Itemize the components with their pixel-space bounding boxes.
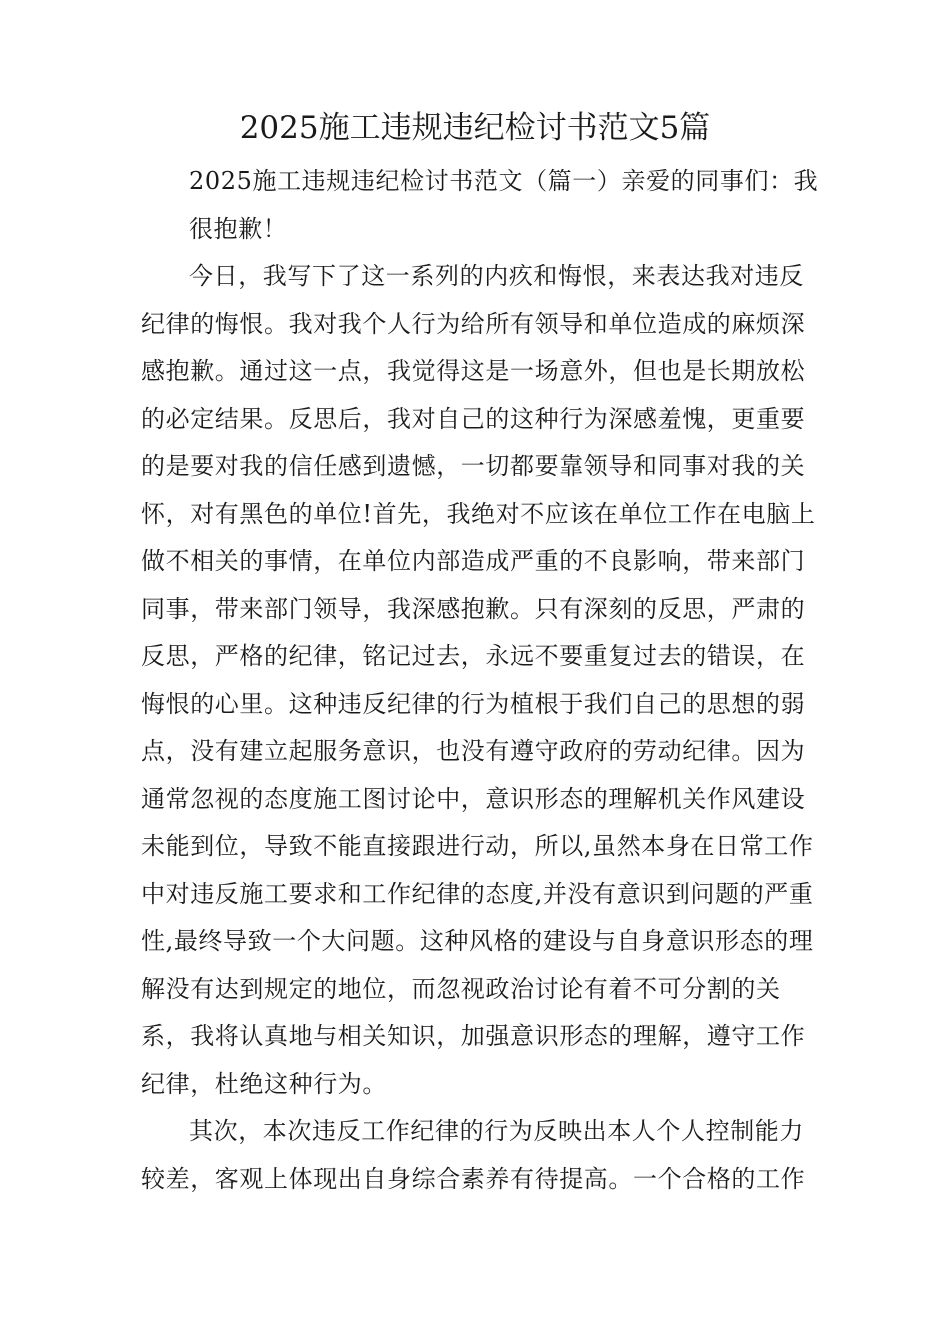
text-line: 通常忽视的态度施工图讨论中，意识形态的理解机关作风建设 bbox=[141, 784, 806, 813]
text-line: 解没有达到规定的地位，而忽视政治讨论有着不可分割的关 bbox=[141, 974, 781, 1003]
text-line: 纪律的悔恨。我对我个人行为给所有领导和单位造成的麻烦深 bbox=[141, 309, 806, 338]
document-title: 2025施工违规违纪检讨书范文5篇 bbox=[239, 110, 711, 146]
text-line: 未能到位，导致不能直接跟进行动，所以,虽然本身在日常工作 bbox=[141, 832, 814, 860]
paragraph-2 bbox=[141, 1108, 817, 1203]
text-line: 反思，严格的纪律，铭记过去，永远不要重复过去的错误，在 bbox=[141, 642, 806, 670]
paragraph-1 bbox=[141, 253, 817, 1108]
text-line: 很抱歉！ bbox=[189, 214, 288, 243]
text-line: 点，没有建立起服务意识，也没有遵守政府的劳动纪律。因为 bbox=[141, 737, 806, 765]
document-body bbox=[141, 158, 817, 1203]
text-line: 的必定结果。反思后，我对自己的这种行为深感羞愧，更重要 bbox=[141, 404, 806, 433]
text-line: 悔恨的心里。这种违反纪律的行为植根于我们自己的思想的弱 bbox=[141, 689, 806, 718]
text-line: 感抱歉。通过这一点，我觉得这是一场意外，但也是长期放松 bbox=[141, 357, 806, 385]
text-line: 其次，本次违反工作纪律的行为反映出本人个人控制能力 bbox=[189, 1117, 804, 1145]
text-line: 同事，带来部门领导，我深感抱歉。只有深刻的反思，严肃的 bbox=[141, 594, 806, 623]
intro-paragraph bbox=[141, 158, 817, 253]
text-line: 怀，对有黑色的单位!首先，我绝对不应该在单位工作在电脑上 bbox=[141, 499, 816, 528]
text-line: 2025施工违规违纪检讨书范文（篇一）亲爱的同事们：我 bbox=[189, 167, 819, 195]
text-line: 的是要对我的信任感到遗憾，一切都要靠领导和同事对我的关 bbox=[141, 452, 806, 480]
text-line: 中对违反施工要求和工作纪律的态度,并没有意识到问题的严重 bbox=[141, 879, 814, 908]
text-line: 纪律，杜绝这种行为。 bbox=[141, 1069, 387, 1098]
text-line: 系，我将认真地与相关知识，加强意识形态的理解，遵守工作 bbox=[141, 1022, 806, 1050]
text-line: 性,最终导致一个大问题。这种风格的建设与自身意识形态的理 bbox=[141, 927, 814, 955]
text-line: 做不相关的事情，在单位内部造成严重的不良影响，带来部门 bbox=[141, 547, 806, 575]
text-line: 今日，我写下了这一系列的内疚和悔恨，来表达我对违反 bbox=[189, 262, 804, 290]
text-line: 较差，客观上体现出自身综合素养有待提高。一个合格的工作 bbox=[141, 1164, 806, 1193]
